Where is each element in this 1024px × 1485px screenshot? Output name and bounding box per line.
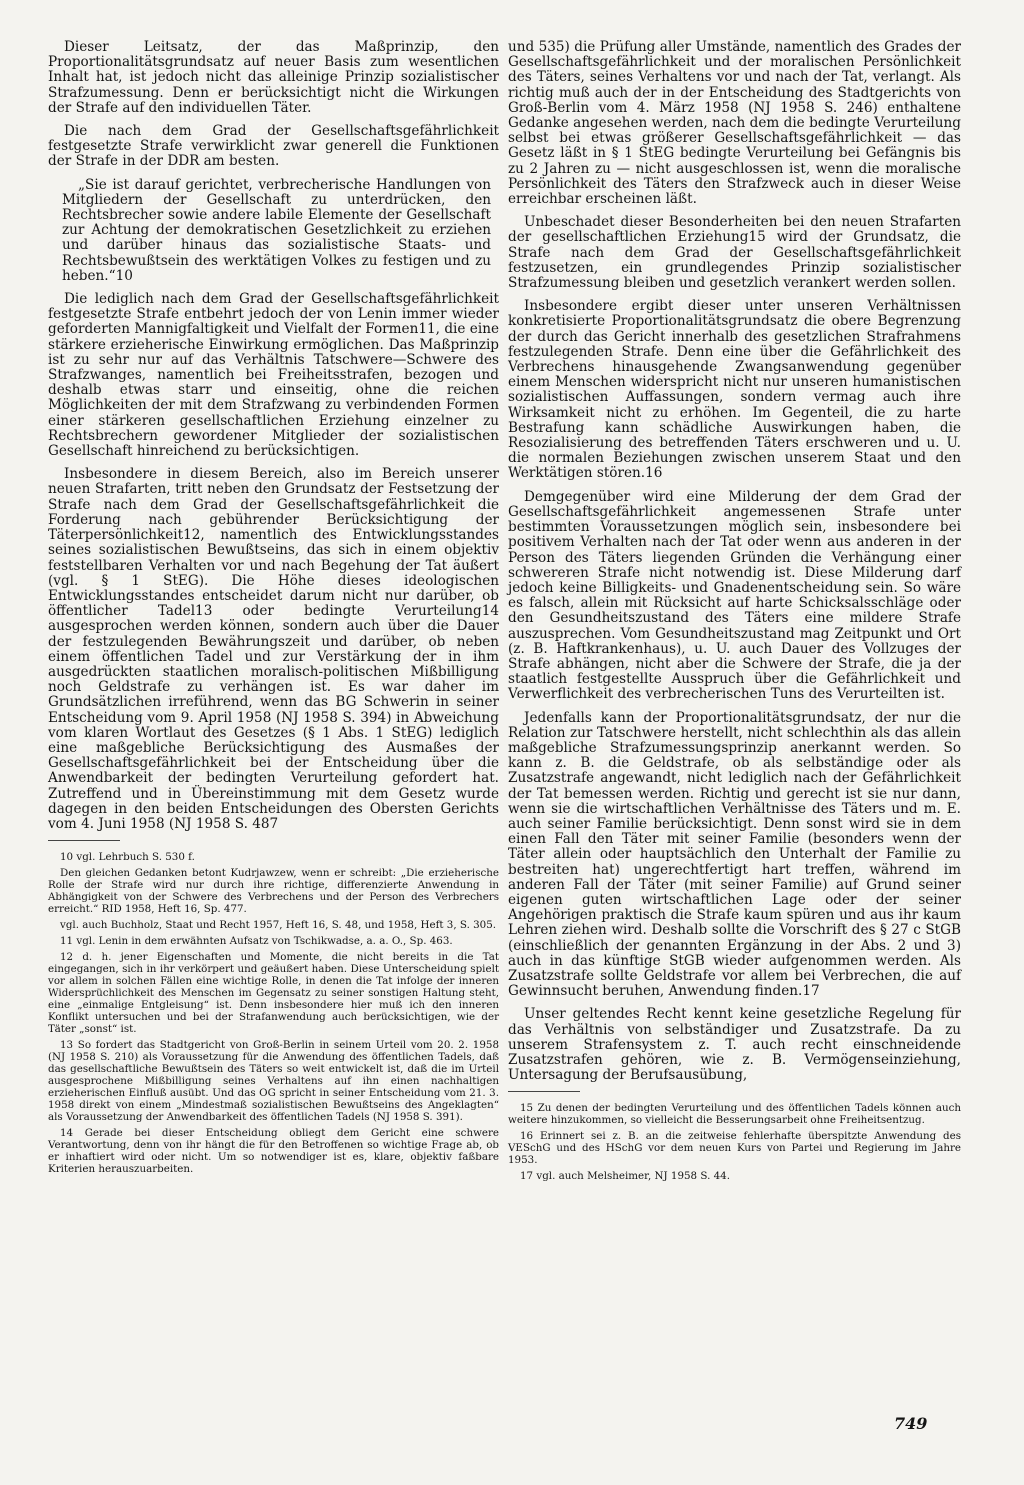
footnotes-left: [48, 851, 499, 1175]
footnote: 10 vgl. Lehrbuch S. 530 f.: [60, 851, 195, 864]
right-column: [508, 40, 961, 1186]
body-paragraph: Die lediglich nach dem Grad der Gesellschaftsgefährlichkeit festgesetzte Strafe entbehrt jedoch der von Lenin immer wieder geforderten Mannigfaltigkeit und Vielfalt der Formen11, die eine stärkere erzieherische Einwirkung ermöglichen. Das Maßprinzip ist zu sehr nur auf das Verhältnis Tatschwere—Schwere des Strafzwanges, namentlich bei Freiheitsstrafen, bezogen und deshalb etwas starr und einseitig, ohne die reichen Möglichkeiten der mit dem Strafzwang zu verbindenden Formen einer stärkeren gesellschaftlichen Erziehung einzelner zu Rechtsbrechern gewordener Mitglieder der sozialistischen Gesellschaft hinreichend zu berücksichtigen.: [48, 291, 499, 460]
footnote: 15 Zu denen der bedingten Verurteilung und des öffentlichen Tadels können auch weitere hinzukommen, so vielleicht die Besserungsarbeit ohne Freiheitsentzug.: [508, 1102, 961, 1127]
footnote: 13 So fordert das Stadtgericht von Groß-Berlin in seinem Urteil vom 20. 2. 1958 (NJ 1958 S. 210) als Voraussetzung für die Anwendung des öffentlichen Tadels, daß das gesellschaftliche Bewußtsein des Täters so weit entwickelt ist, daß die im Urteil ausgesprochene Mißbilligung seines Verhaltens auf ihn einen nachhaltigen erzieherischen Einfluß ausübt. Und das OG spricht in seiner Entscheidung vom 21. 3. 1958 direkt von einem „Mindestmaß sozialistischen Bewußtseins des Angeklagten“ als Voraussetzung der Anwendbarkeit des öffentlichen Tadels (NJ 1958 S. 391).: [48, 1039, 499, 1124]
body-paragraph: Jedenfalls kann der Proportionalitätsgrundsatz, der nur die Relation zur Tatschwere herstellt, nicht schlechthin als das allein maßgebliche Strafzumessungsprinzip anerkannt werden. So kann z. B. die Geldstrafe, ob als selbständige oder als Zusatzstrafe angewandt, nicht lediglich nach der Gefährlichkeit der Tat bemessen werden. Richtig und gerecht ist sie nur dann, wenn sie die wirtschaftlichen Verhältnisse des Täters und m. E. auch seiner Familie berücksichtigt. Denn sonst wird sie in dem einen Fall den Täter mit seiner Familie (besonders wenn der Täter allein oder hauptsächlich den Unterhalt der Familie zu bestreiten hat) ungerechtfertigt hart treffen, während im anderen Fall der Täter (mit seiner Familie) auf Grund seiner eigenen guten wirtschaftlichen Lage oder der seiner Angehörigen praktisch die Strafe kaum spüren und aus ihr kaum Lehren ziehen wird. Deshalb sollte die Vorschrift des § 27 c StGB (einschließlich der genannten Ergänzung in der Abs. 2 und 3) auch in das künftige StGB wieder aufgenommen werden. Als Zusatzstrafe sollte Geldstrafe vor allem bei Verbrechen, die auf Gewinnsucht beruhen, Anwendung finden.17: [508, 709, 961, 1000]
footnote: vgl. auch Buchholz, Staat und Recht 1957, Heft 16, S. 48, und 1958, Heft 3, S. 305.: [60, 919, 497, 932]
page-number: 749: [894, 1414, 928, 1433]
body-paragraph: und 535) die Prüfung aller Umstände, namentlich des Grades der Gesellschaftsgefährlichkeit und der moralischen Persönlichkeit des Täters, seines Verhaltens vor und nach der Tat, verlangt. Als richtig muß auch der in der Entscheidung des Stadtgerichts von Groß-Berlin vom 4. März 1958 (NJ 1958 S. 246) enthaltene Gedanke angesehen werden, nach dem die bedingte Verurteilung selbst bei etwas größerer Gesellschaftsgefährlichkeit — das Gesetz läßt in § 1 StEG bedingte Verurteilung bei Gefängnis bis zu 2 Jahren zu — nicht ausgeschlossen ist, wenn die moralische Persönlichkeit des Täters den Strafzweck auch in dieser Weise erreichbar erscheinen läßt.: [508, 39, 961, 208]
footnote: 11 vgl. Lenin in dem erwähnten Aufsatz von Tschikwadse, a. a. O., Sp. 463.: [60, 935, 453, 948]
body-paragraph: Insbesondere ergibt dieser unter unseren Verhältnissen konkretisierte Proportionalitätsgrundsatz die obere Begrenzung der durch das Gericht innerhalb des gesetzlichen Strafrahmens festzulegenden Strafe. Denn eine über die Gefährlichkeit des Verbrechens hinausgehende Zwangsanwendung gegenüber einem Menschen widerspricht nicht nur unseren humanistischen sozialistischen Auffassungen, sondern vermag auch ihre Wirksamkeit nicht zu erhöhen. Im Gegenteil, die zu harte Bestrafung kann schädliche Auswirkungen haben, die Resozialisierung des betreffenden Täters erschweren und u. U. die normalen Beziehungen zwischen unserem Staat und den Werktätigen stören.16: [508, 298, 961, 482]
body-paragraph: Unbeschadet dieser Besonderheiten bei den neuen Strafarten der gesellschaftlichen Erziehung15 wird der Grundsatz, die Strafe nach dem Grad der Gesellschaftsgefährlichkeit festzusetzen, ein grundlegendes Prinzip sozialistischer Strafzumessung bleiben und gesetzlich verankert werden sollen.: [508, 214, 961, 292]
footnote: 16 Erinnert sei z. B. an die zeitweise fehlerhafte überspitzte Anwendung des VESchG und des HSchG vor dem neuen Kurs von Partei und Regierung im Jahre 1953.: [508, 1130, 961, 1167]
body-paragraph: Unser geltendes Recht kennt keine gesetzliche Regelung für das Verhältnis von selbständiger und Zusatzstrafe. Da zu unserem Strafensystem z. T. auch recht einschneidende Zusatzstrafen gehören, wie z. B. Vermögenseinziehung, Untersagung der Berufsausübung,: [508, 1006, 961, 1084]
body-paragraph: Insbesondere in diesem Bereich, also im Bereich unserer neuen Strafarten, tritt neben den Grundsatz der Festsetzung der Strafe nach dem Grad der Gesellschaftsgefährlichkeit die Forderung nach gebührender Berücksichtigung der Täterpersönlichkeit12, namentlich des Entwicklungsstandes seines sozialistischen Bewußtseins, das sich in einem objektiv feststellbaren Verhalten vor und nach Begehung der Tat äußert (vgl. § 1 StEG). Die Höhe dieses ideologischen Entwicklungsstandes entscheidet darum nicht nur darüber, ob öffentlicher Tadel13 oder bedingte Verurteilung14 ausgesprochen werden können, sondern auch über die Dauer der festzulegenden Bewährungszeit und darüber, ob neben einem öffentlichen Tadel und zur Verstärkung der in ihm ausgedrückten staatlichen moralisch-politischen Mißbilligung noch Geldstrafe zu verhängen ist. Es war daher im Grundsätzlichen irreführend, wenn das BG Schwerin in seiner Entscheidung vom 9. April 1958 (NJ 1958 S. 394) in Abweichung vom klaren Wortlaut des Gesetzes (§ 1 Abs. 1 StEG) lediglich eine maßgebliche Berücksichtigung des Ausmaßes der Gesellschaftsgefährlichkeit bei der Entscheidung über die Anwendbarkeit der bedingten Verurteilung gefordert hat. Zutreffend und in Übereinstimmung mit dem Gesetz wurde dagegen in den beiden Entscheidungen des Obersten Gerichts vom 4. Juni 1958 (NJ 1958 S. 487: [48, 466, 499, 832]
footnote: 12 d. h. jener Eigenschaften und Momente, die nicht bereits in die Tat eingegangen, sich in ihr verkörpert und geäußert haben. Diese Unterscheidung spielt vor allem in solchen Fällen eine wichtige Rolle, in denen die Tat infolge der inneren Widersprüchlichkeit des Menschen im Gegensatz zu seiner sonstigen Haltung steht, eine „einmalige Entgleisung“ ist. Denn insbesondere hier muß ich den inneren Konflikt untersuchen und bei der Strafanwendung auch berücksichtigen, wie der Täter „sonst“ ist.: [48, 951, 499, 1036]
body-paragraph: Die nach dem Grad der Gesellschaftsgefährlichkeit festgesetzte Strafe verwirklicht zwar generell die Funktionen der Strafe in der DDR am besten.: [48, 123, 499, 170]
footnote-divider: [48, 840, 120, 841]
footnote-divider: [508, 1091, 580, 1092]
footnotes-right: [508, 1102, 961, 1182]
block-quote: „Sie ist darauf gerichtet, verbrecherische Handlungen von Mitgliedern der Gesellschaft zu unterdrücken, den Rechtsbrecher sowie andere labile Elemente der Gesellschaft zur Achtung der demokratischen Gesetzlichkeit zu erziehen und darüber hinaus das sozialistische Staats- und Rechtsbewußtsein des werktätigen Volkes zu festigen und zu heben.“10: [62, 176, 491, 284]
footnote: 17 vgl. auch Melsheimer, NJ 1958 S. 44.: [520, 1170, 730, 1183]
left-column: [48, 40, 499, 1179]
footnote: 14 Gerade bei dieser Entscheidung obliegt dem Gericht eine schwere Verantwortung, denn von ihr hängt die für den Betroffenen so wichtige Frage ab, ob er inhaftiert wird oder nicht. Um so notwendiger ist es, klare, objektiv faßbare Kriterien herauszuarbeiten.: [48, 1127, 499, 1176]
body-paragraph: Demgegenüber wird eine Milderung der dem Grad der Gesellschaftsgefährlichkeit angemessenen Strafe unter bestimmten Voraussetzungen möglich sein, insbesondere bei positivem Verhalten nach der Tat oder wenn aus anderen in der Person des Täters liegenden Gründen die Verhängung einer schwereren Strafe nicht notwendig ist. Diese Milderung darf jedoch keine Billigkeits- und Gnadenentscheidung sein. So wäre es falsch, allein mit Rücksicht auf harte Schicksalsschläge oder den Gesundheitszustand des Täters eine mildere Strafe auszusprechen. Vom Gesundheitszustand mag Zeitpunkt und Ort (z. B. Haftkrankenhaus), u. U. auch Dauer des Vollzuges der Strafe abhängen, nicht aber die Schwere der Strafe, die ja der staatlich festgestellte Ausspruch über die Gefährlichkeit und Verwerflichkeit des verbrecherischen Tuns des Verurteilten ist.: [508, 488, 961, 703]
footnote: Den gleichen Gedanken betont Kudrjawzew, wenn er schreibt: „Die erzieherische Rolle der Strafe wird nur durch ihre richtige, differenzierte Anwendung in Abhängigkeit von der Schwere des Verbrechens und der Person des Verbrechers erreicht.“ RID 1958, Heft 16, Sp. 477.: [48, 867, 499, 916]
body-paragraph: Dieser Leitsatz, der das Maßprinzip, den Proportionalitätsgrundsatz auf neuer Basis zum wesentlichen Inhalt hat, ist jedoch nicht das alleinige Prinzip sozialistischer Strafzumessung. Denn er berücksichtigt nicht die Wirkungen der Strafe auf den individuellen Täter.: [48, 39, 499, 116]
